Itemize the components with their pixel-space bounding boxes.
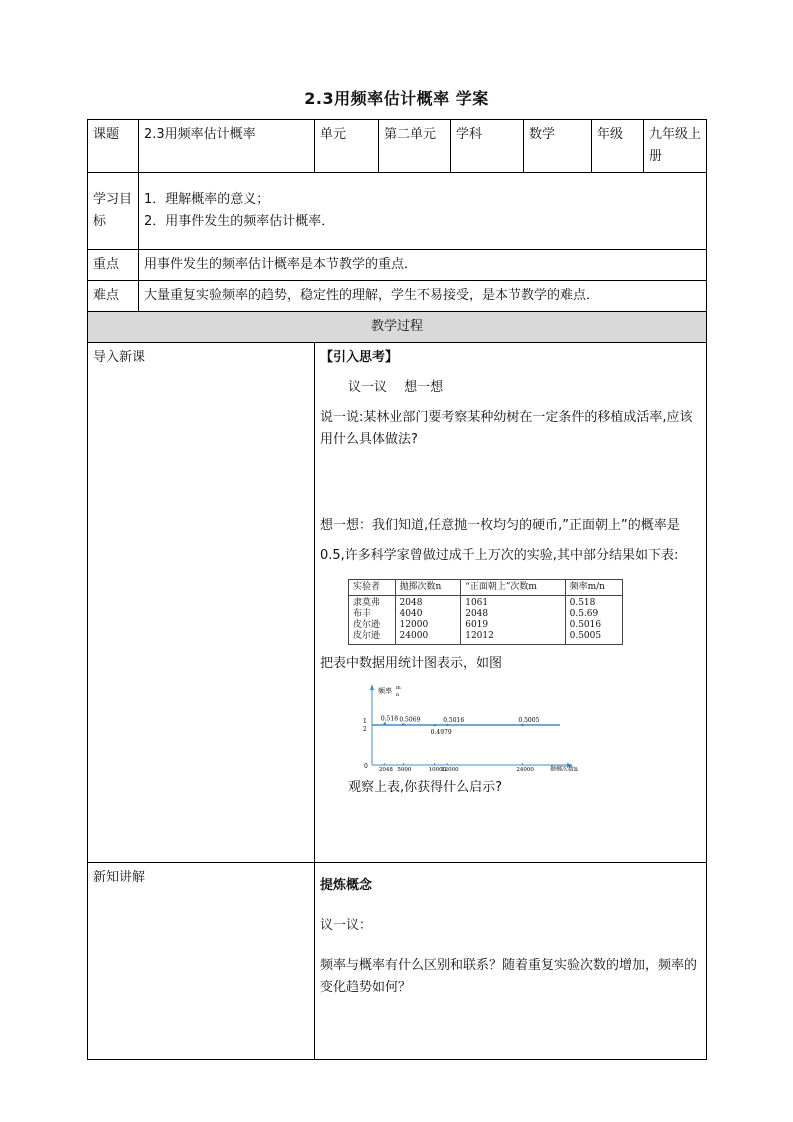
intro-say: 说一说:某林业部门要考察某种幼树在一定条件的移植成活率,应该用什么具体做法?: [320, 410, 693, 447]
cell: 12000: [399, 620, 429, 630]
x-tick-label: 2048: [378, 767, 393, 771]
y-tick-half-numerator: 1: [363, 718, 367, 725]
label-new: [88, 863, 315, 1060]
cell: 布丰: [353, 609, 372, 619]
new-heading: 提炼概念: [320, 878, 373, 893]
difficulty-content: 大量重复实验频率的趋势，稳定性的理解，学生不易接受，是本节教学的难点．: [139, 281, 707, 312]
experiment-table-header: [349, 580, 623, 596]
th-frequency: 频率m/n: [565, 580, 622, 596]
label-unit: 单元: [315, 120, 379, 173]
intro-after-table: 把表中数据用统计图表示，如图: [320, 656, 503, 671]
data-label: 0.5069: [399, 716, 421, 724]
key-row: [88, 250, 707, 281]
y-axis-label-numerator: m: [396, 685, 401, 691]
cell: 2048: [465, 609, 489, 619]
process-label: 教学过程: [88, 312, 707, 343]
label-goals: 学习目标: [88, 173, 139, 250]
label-subject: 学科: [451, 120, 524, 173]
goals-content: [139, 173, 707, 250]
cell: 12012: [465, 631, 494, 641]
data-point: [446, 724, 449, 727]
cell: 0.5016: [569, 620, 602, 630]
y-axis-label: 频率: [378, 687, 392, 695]
new-label-text: 新知讲解: [93, 870, 146, 885]
data-point: [402, 723, 405, 726]
th-experimenter: 实验者: [349, 580, 396, 596]
intro-label-text: 导入新课: [93, 350, 146, 365]
cell: 24000: [399, 631, 429, 641]
intro-observe: 观察上表,你获得什么启示?: [348, 780, 503, 795]
origin-label: 0: [364, 763, 368, 770]
goals-row: [88, 173, 707, 250]
intro-heading: 【引入思考】: [320, 350, 399, 365]
value-subject: 数学: [524, 120, 592, 173]
col-tosses: [395, 596, 461, 645]
data-label: 0.5016: [443, 716, 465, 724]
x-tick-label: 10000: [428, 767, 447, 771]
experiment-table: [348, 579, 623, 645]
goal-item: 1．理解概率的意义；: [144, 192, 270, 207]
th-heads: “正面朝上”次数m: [461, 580, 565, 596]
goal-item: 2．用事件发生的频率估计概率．: [144, 214, 335, 229]
col-heads: [461, 596, 565, 645]
col-frequency: [565, 596, 622, 645]
data-label: 0.4979: [430, 729, 452, 737]
lesson-plan-table: [87, 119, 707, 1060]
cell: 皮尔逊: [353, 631, 381, 641]
new-content: [315, 863, 707, 1060]
cell: 2048: [399, 598, 423, 608]
value-grade: 九年级上册: [644, 120, 707, 173]
cell: 0.5.69: [569, 609, 599, 619]
label-key: 重点: [88, 250, 139, 281]
new-question: 频率与概率有什么区别和联系？随着重复实验次数的增加，频率的变化趋势如何？: [320, 958, 698, 995]
data-point: [384, 722, 387, 725]
cell: 1061: [465, 598, 489, 608]
x-tick-label: 12000: [441, 767, 459, 771]
intro-think: 想一想：我们知道,任意抛一枚均匀的硬币,”正面朝上”的概率是0.5,许多科学家曾做过成千上万次的实验,其中部分结果如下表:: [320, 518, 680, 563]
x-tick-label: 24000: [516, 767, 534, 771]
intro-row: [88, 343, 707, 863]
label-intro: [88, 343, 315, 863]
x-tick-label: 5000: [397, 767, 412, 771]
frequency-chart-svg: [360, 681, 590, 771]
new-knowledge-row: [88, 863, 707, 1060]
key-content: 用事件发生的频率估计概率是本节教学的重点．: [139, 250, 707, 281]
header-row: [88, 120, 707, 173]
y-axis-label-denominator: n: [396, 692, 400, 698]
data-point: [521, 724, 524, 727]
cell: 0.518: [569, 598, 596, 608]
frequency-chart: [360, 681, 590, 771]
difficulty-row: [88, 281, 707, 312]
label-difficulty: 难点: [88, 281, 139, 312]
process-row: [88, 312, 707, 343]
page-title: 2.3用频率估计概率 学案: [304, 89, 489, 108]
col-experimenters: [349, 596, 396, 645]
value-topic: 2.3用频率估计概率: [139, 120, 315, 173]
th-tosses: 抛掷次数n: [395, 580, 461, 596]
cell: 皮尔逊: [353, 620, 381, 630]
data-label: 0.518: [380, 715, 399, 723]
data-label: 0.5005: [518, 716, 540, 724]
cell: 0.5005: [569, 631, 602, 641]
y-tick-half-denominator: 2: [363, 726, 367, 733]
cell: 隶莫弗: [353, 598, 381, 608]
label-grade: 年级: [592, 120, 644, 173]
experiment-table-body: [349, 596, 623, 645]
intro-line1: 议一议 想一想: [348, 380, 444, 395]
cell: 4040: [399, 609, 423, 619]
intro-content: [315, 343, 707, 863]
label-topic: 课题: [88, 120, 139, 173]
y-axis-arrow: [370, 684, 374, 690]
x-axis-label: 抛掷次数n: [550, 766, 578, 771]
cell: 6019: [465, 620, 489, 630]
new-discuss: 议一议：: [320, 918, 373, 933]
data-point: [433, 724, 436, 727]
value-unit: 第二单元: [379, 120, 451, 173]
